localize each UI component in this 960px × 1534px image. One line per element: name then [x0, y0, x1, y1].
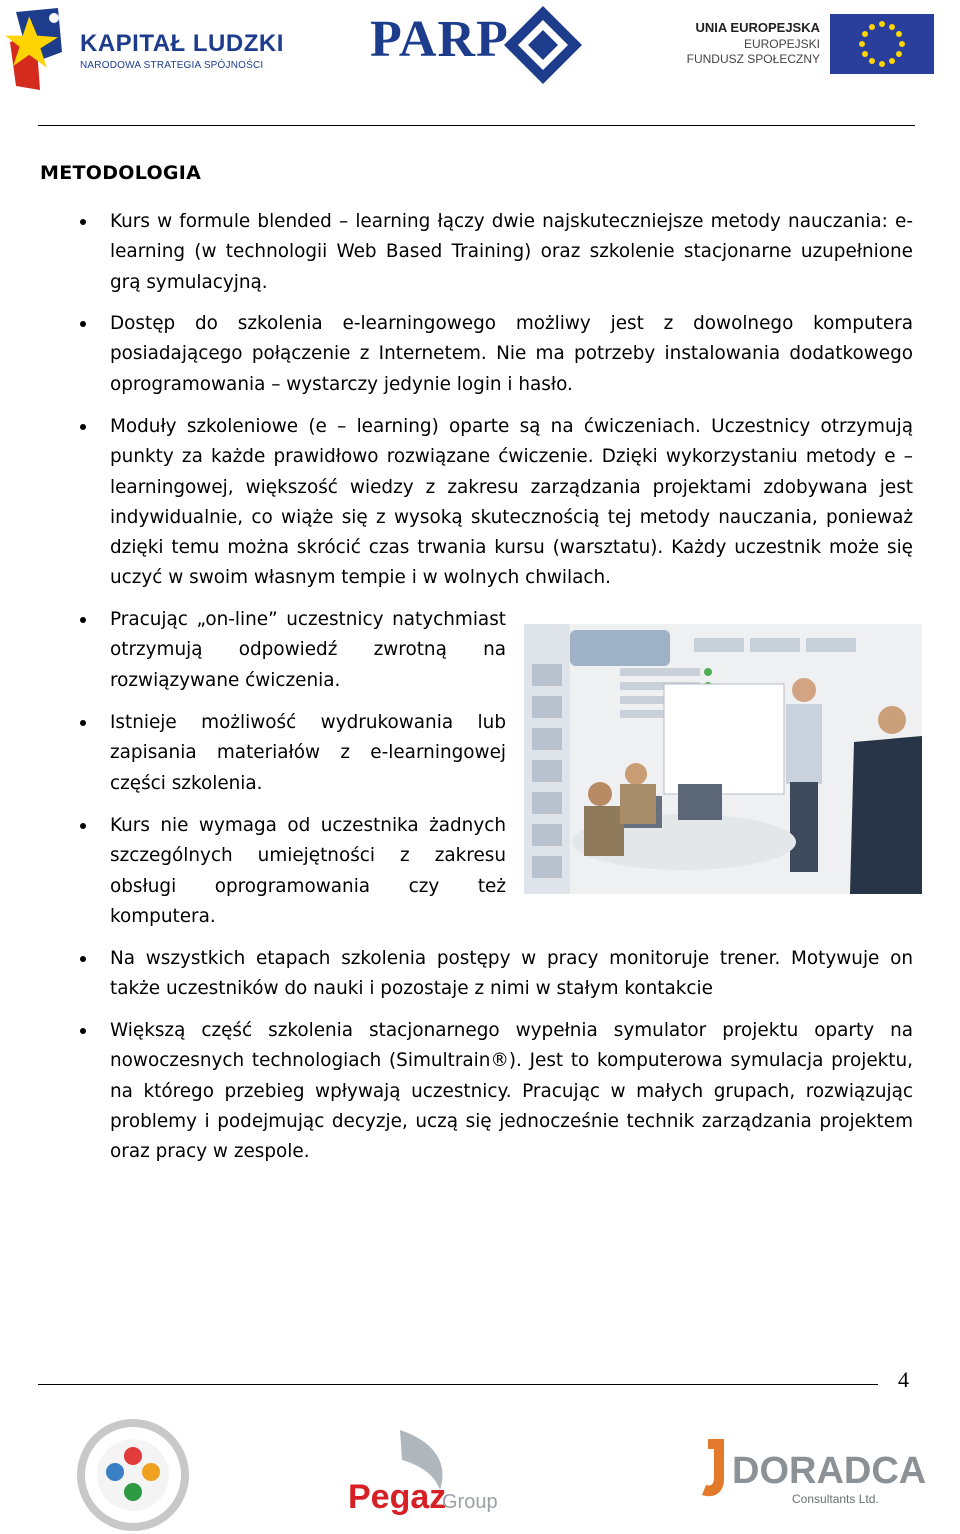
list-item-text: Pracując „on-line” uczestnicy natychmiast otrzymują odpowiedź zwrotną na rozwiązywane ćwiczenia.: [110, 609, 506, 691]
list-item: [110, 605, 506, 696]
bullet-icon: [80, 823, 86, 829]
bullet-icon: [80, 617, 86, 623]
training-photo: [524, 624, 922, 894]
eu-label-line2: EUROPEJSKI: [743, 37, 820, 51]
list-item: [110, 309, 913, 400]
list-item: [110, 944, 913, 1005]
parp-diamond-icon: [502, 4, 584, 90]
list-item-text: Istnieje możliwość wydrukowania lub zapisania materiałów z e-learningowej części szkolenia.: [110, 712, 506, 794]
eu-flag-icon: [830, 14, 934, 74]
eu-label-line1: UNIA EUROPEJSKA: [695, 20, 820, 35]
list-item: [110, 1016, 913, 1167]
section-heading: METODOLOGIA: [40, 162, 202, 184]
kapital-ludzki-title: KAPITAŁ LUDZKI: [80, 30, 284, 57]
seal-icon: [78, 1420, 188, 1530]
pegaz-name: Pegaz: [348, 1478, 447, 1516]
project-management-seal-logo: [78, 1420, 188, 1534]
bullet-icon: [80, 1028, 86, 1034]
list-item: [110, 708, 506, 799]
bullet-icon: [80, 219, 86, 225]
header-divider: [38, 125, 915, 126]
bullet-icon: [80, 424, 86, 430]
list-item-text: Dostęp do szkolenia e-learningowego możliwy jest z dowolnego komputera posiadającego połączenie z Internetem. Nie ma potrzeby instalowania dodatkowego oprogramowania – wystarczy jedynie login i hasło.: [110, 313, 913, 395]
list-item-text: Na wszystkich etapach szkolenia postępy w pracy monitoruje trener. Motywuje on także uczestników do nauki i pozostaje z nimi w stałym kontakcie: [110, 948, 913, 1000]
bullet-icon: [80, 321, 86, 327]
pegaz-suffix: Group: [442, 1491, 498, 1513]
page-number: 4: [898, 1367, 909, 1392]
list-item: [110, 811, 506, 932]
bullet-icon: [80, 720, 86, 726]
list-item-text: Kurs nie wymaga od uczestnika żadnych szczególnych umiejętności z zakresu obsługi oprogramowania czy też komputera.: [110, 815, 506, 927]
kapital-ludzki-emblem-icon: [6, 4, 78, 94]
list-item: [110, 207, 913, 298]
doradca-name: DORADCA: [732, 1450, 927, 1492]
list-item: [110, 412, 913, 594]
doradca-logo: [700, 1435, 927, 1519]
bullet-icon: [80, 956, 86, 962]
doradca-suffix: Consultants Ltd.: [792, 1492, 879, 1506]
kapital-ludzki-subtitle: NARODOWA STRATEGIA SPÓJNOŚCI: [80, 60, 264, 71]
eu-label-line3: FUNDUSZ SPOŁECZNY: [686, 52, 820, 66]
list-item-text: Większą część szkolenia stacjonarnego wypełnia symulator projektu oparty na nowoczesnych technologiach (Simultrain®). Jest to komputerowa symulacja projektu, na którego przebieg wpływają uczestnicy. Pracując w małych grupach, rozwiązując problemy i podejmując decyzje, uczą się jednocześnie technik zarządzania projektem oraz pracy w zespole.: [110, 1020, 913, 1163]
parp-logo-text: PARP: [370, 11, 509, 68]
list-item-text: Moduły szkoleniowe (e – learning) oparte są na ćwiczeniach. Uczestnicy otrzymują punkty za każde prawidłowo rozwiązane ćwiczenie. Dzięki wykorzystaniu metody e – learningowej, większość wiedzy z zakresu zarządzania projektami zdobywana jest indywidualnie, co wiąże się z wysoką skutecznością tej metody nauczania, ponieważ dzięki temu można skrócić czas trwania kursu (warsztatu). Każdy uczestnik może się uczyć w swoim własnym tempie i w wolnych chwilach.: [110, 416, 913, 589]
list-item-text: Kurs w formule blended – learning łączy dwie najskuteczniejsze metody nauczania: e-learning (w technologii Web Based Training) oraz szkolenie stacjonarne uzupełnione grą symulacyjną.: [110, 211, 913, 293]
footer-divider: [38, 1384, 878, 1385]
pegaz-group-logo: [340, 1420, 510, 1524]
doradca-j-icon: [702, 1439, 724, 1496]
